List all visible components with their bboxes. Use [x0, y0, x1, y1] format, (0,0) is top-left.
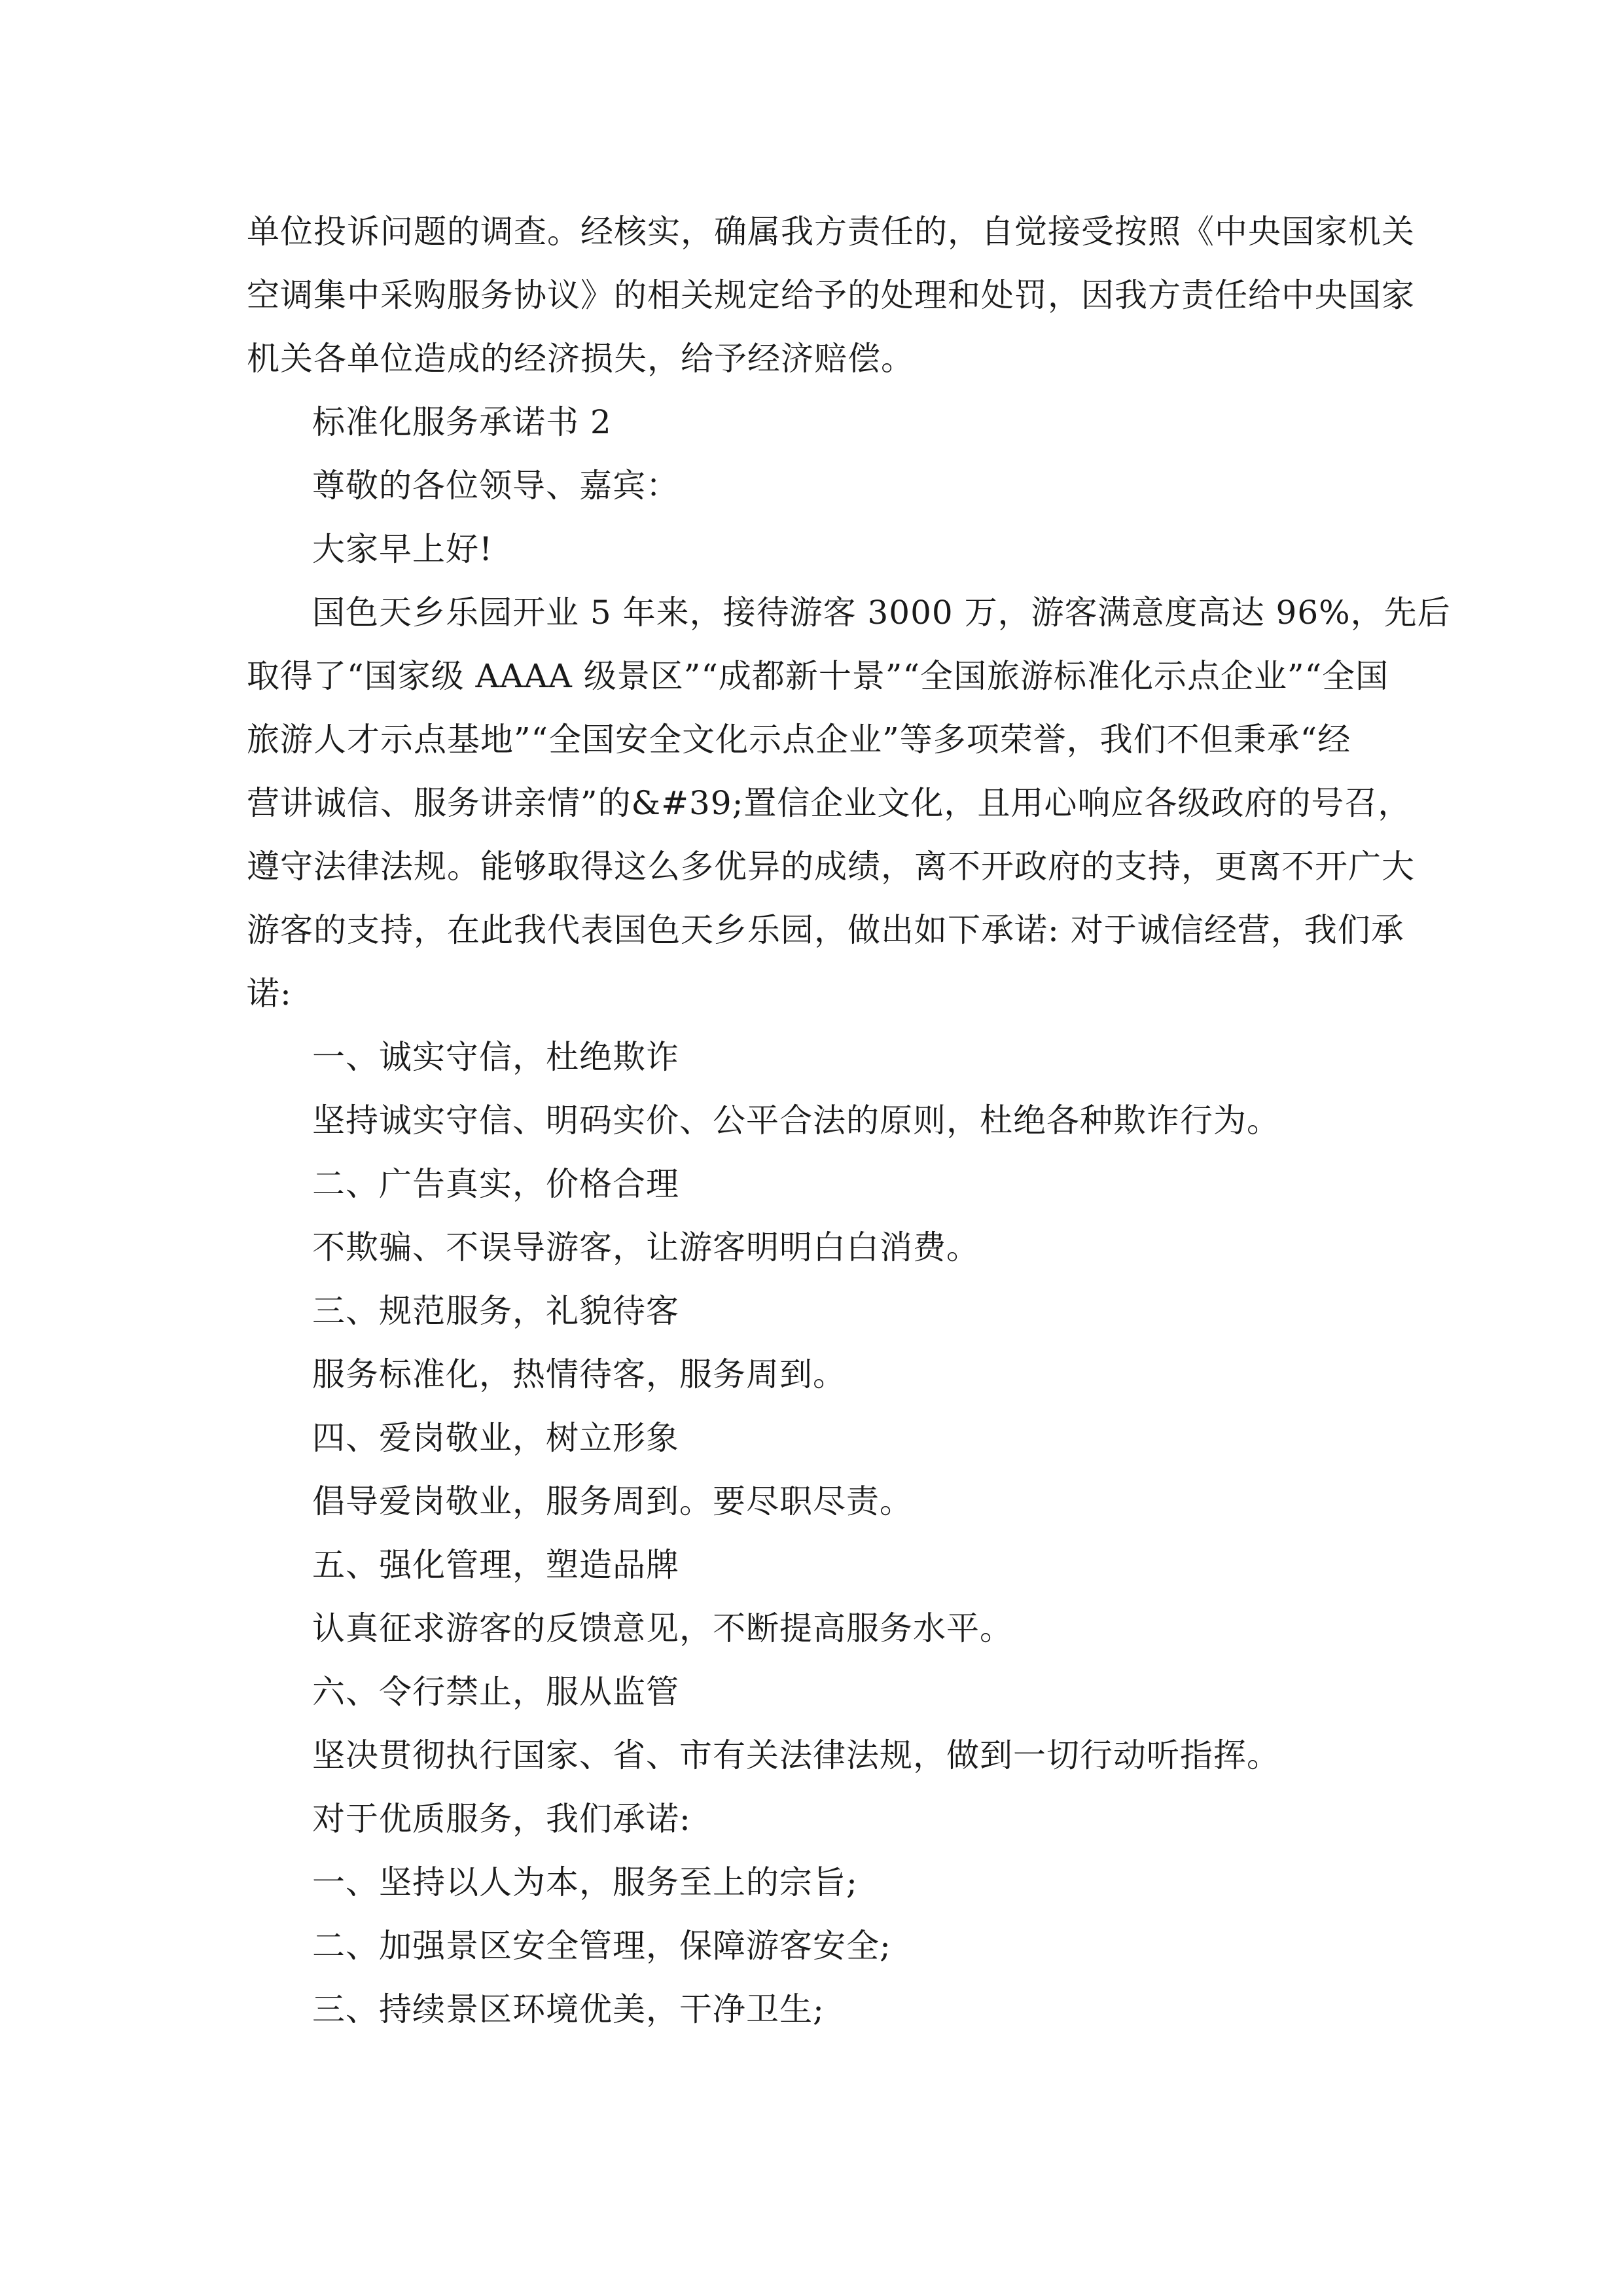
document-body [247, 200, 1451, 2041]
salutation: 尊敬的各位领导、嘉宾： [312, 467, 679, 505]
text-line: 诺: [247, 975, 292, 1013]
list-body: 坚持诚实守信、明码实价、公平合法的原则，杜绝各种欺诈行为。 [312, 1102, 1280, 1139]
list-body: 不欺骗、不误导游客，让游客明明白白消费。 [312, 1229, 980, 1266]
text-line: 国色天乡乐园开业 5 年来，接待游客 3000 万，游客满意度高达 96%，先后 [312, 594, 1451, 632]
text-line: 取得了“国家级 AAAA 级景区”“成都新十景”“全国旅游标准化示点企业”“全国 [247, 657, 1389, 695]
section-heading: 标准化服务承诺书 2 [312, 403, 612, 441]
list-heading: 五、强化管理，塑造品牌 [312, 1546, 679, 1584]
list-body: 倡导爱岗敬业，服务周到。要尽职尽责。 [312, 1482, 913, 1520]
list-body: 服务标准化，热情待客，服务周到。 [312, 1355, 846, 1393]
list-item: 一、坚持以人为本，服务至上的宗旨; [312, 1863, 858, 1901]
list-heading: 六、令行禁止，服从监管 [312, 1673, 679, 1711]
list-heading: 一、诚实守信，杜绝欺诈 [312, 1038, 679, 1076]
list-heading: 二、广告真实，价格合理 [312, 1165, 679, 1203]
text-line: 对于优质服务，我们承诺: [312, 1800, 691, 1838]
text-line: 空调集中采购服务协议》的相关规定给予的处理和处罚，因我方责任给中央国家 [247, 276, 1415, 314]
list-item: 三、持续景区环境优美，干净卫生; [312, 1990, 825, 2028]
text-line: 旅游人才示点基地”“全国安全文化示点企业”等多项荣誉，我们不但秉承“经 [247, 721, 1351, 759]
list-body: 坚决贯彻执行国家、省、市有关法律法规，做到一切行动听指挥。 [312, 1736, 1280, 1774]
list-heading: 四、爱岗敬业，树立形象 [312, 1419, 679, 1457]
text-line: 遵守法律法规。能够取得这么多优异的成绩，离不开政府的支持，更离不开广大 [247, 848, 1415, 886]
text-line: 游客的支持，在此我代表国色天乡乐园，做出如下承诺: 对于诚信经营，我们承 [247, 911, 1404, 949]
greeting: 大家早上好! [312, 530, 493, 568]
list-body: 认真征求游客的反馈意见，不断提高服务水平。 [312, 1609, 1013, 1647]
list-heading: 三、规范服务，礼貌待客 [312, 1292, 679, 1330]
text-line: 单位投诉问题的调查。经核实，确属我方责任的，自觉接受按照《中央国家机关 [247, 213, 1415, 251]
text-line: 营讲诚信、服务讲亲情”的&#39;置信企业文化，且用心响应各级政府的号召， [247, 784, 1412, 822]
list-item: 二、加强景区安全管理，保障游客安全; [312, 1927, 891, 1965]
text-line: 机关各单位造成的经济损失，给予经济赔偿。 [247, 340, 914, 378]
